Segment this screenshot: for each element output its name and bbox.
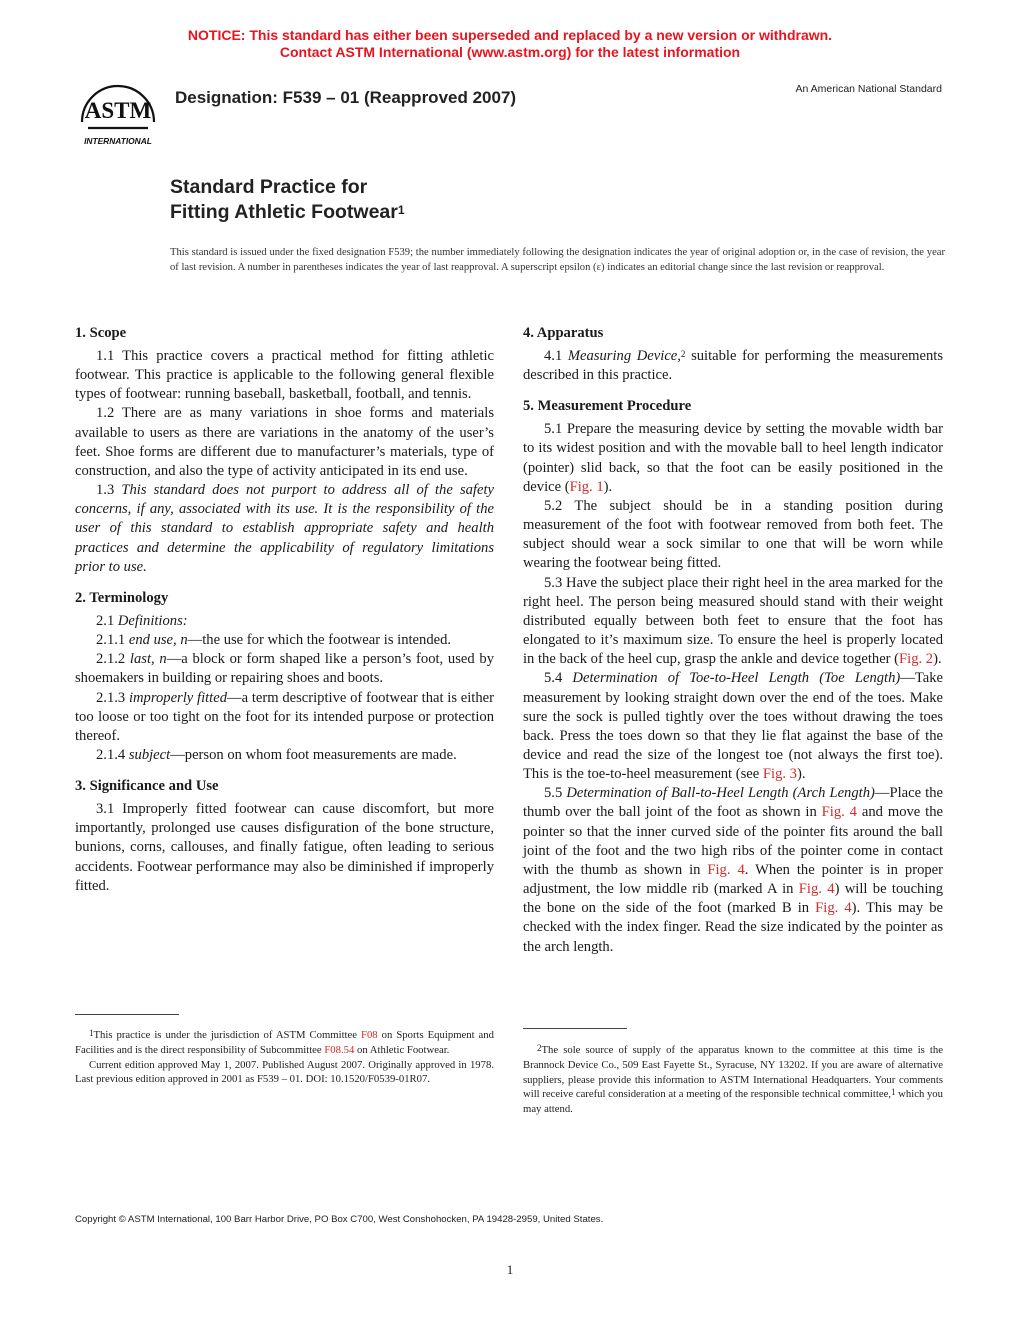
footnote-rule-right <box>523 1028 627 1029</box>
committee-f08-link[interactable]: F08 <box>361 1029 378 1041</box>
superseded-notice <box>0 27 1020 61</box>
fig-2-link[interactable]: Fig. 2 <box>899 651 934 668</box>
term-last: 2.1.2 last, n—a block or form shaped like a person’s foot, used by shoemakers in building or repairing shoes and boots. <box>75 651 494 687</box>
title-footnote-mark: 1 <box>397 203 405 217</box>
fig-4-link[interactable]: Fig. 4 <box>815 900 852 917</box>
subcommittee-f08-54-link[interactable]: F08.54 <box>324 1043 355 1056</box>
footnote-1: $^1$This practice is under the jurisdiction of ASTM Committee F08 on Sports Equipment and Facilities and is the direct responsibility of Subcommittee F08.54 on Athletic Footwear. Current edition approved May 1, 2007. Published August 2007. Originally approved in 1978. Last previous edition approved in 2001 as F539 – 01. DOI: 10.1520/F0539-01R07. <box>75 1028 494 1086</box>
section-heading-significance: 3. Significance and Use <box>75 778 219 795</box>
footnote-1-edition: Current edition approved May 1, 2007. Published August 2007. Originally approved in 1978. Last previous edition approved in 2001 as F539 – 01. DOI: 10.1520/F0539-01R07. <box>75 1058 494 1086</box>
notice-line-2: Contact ASTM International (www.astm.org) for the latest information <box>279 44 741 60</box>
section-heading-apparatus: 4. Apparatus <box>523 325 604 341</box>
procedure-para-4: 5.4 Determination of Toe-to-Heel Length (Toe Length)—Take measurement by looking straight down over the end of the toes. Make sure the sock is pulled tightly over the toes without drawing the toes back. Press the toes down so that they lie flat against the base of the device and read the size of the longest toe (not always the first toe). This is the toe-to-heel measurement (see Fig. 3). <box>523 670 944 783</box>
apparatus-para-1: 4.1 Measuring Device,$^2$ suitable for performing the measurements described in this practice. <box>523 348 943 384</box>
section-heading-terminology: 2. Terminology <box>75 589 169 606</box>
term-end-use: 2.1.1 end use, n—the use for which the footwear is intended. <box>96 632 452 649</box>
footnote-ref-2: 2 <box>680 349 686 359</box>
right-column <box>523 324 943 957</box>
procedure-para-1: 5.1 Prepare the measuring device by setting the movable width bar to its widest position and with the movable ball to heel length indicator (pointer) slid back, so that the foot can be easily positioned in the device (Fig. 1). <box>523 421 943 495</box>
national-standard-label: An American National Standard <box>795 83 942 95</box>
procedure-para-5: 5.5 Determination of Ball-to-Heel Length (Arch Length)—Place the thumb over the ball joint of the foot as shown in Fig. 4 and move the pointer so that the inner curved side of the pointer fits around the ball joint of the foot and the two high ribs of the pointer come in contact with the thumb as shown in Fig. 4. When the pointer is in proper adjustment, the low middle rib (marked A in Fig. 4) will be touching the bone on the side of the foot (marked B in Fig. 4). This may be checked with the index finger. Read the size indicated by the pointer as the arch length. <box>523 785 943 955</box>
issuance-note: This standard is issued under the fixed designation F539; the number immediately following the designation indicates the year of original adoption or, in the case of revision, the year of last revision. A number in parentheses indicates the year of last reapproval. A superscript epsilon (ε) indicates an editorial change since the last revision or reapproval. <box>170 247 945 273</box>
procedure-para-2: 5.2 The subject should be in a standing position during measurement of the foot with footwear removed from both feet. The subject should wear a sock similar to one that will be worn while wearing the footwear being fitted. <box>523 497 943 572</box>
term-improperly-fitted: 2.1.3 improperly fitted—a term descriptive of footwear that is either too loose or too tight on the foot for its intended purpose or protection thereof. <box>75 689 494 744</box>
logo-subtext: INTERNATIONAL <box>84 136 152 146</box>
section-heading-scope: 1. Scope <box>75 325 127 341</box>
astm-logo <box>76 78 160 150</box>
footnote-2: $^2$The sole source of supply of the apparatus known to the committee at this time is the Brannock Device Co., 509 East Fayette St., Syracuse, NY 13202. If you are aware of alternative suppliers, please provide this information to ASTM International Headquarters. Your comments will receive careful consideration at a meeting of the responsible technical committee,$^1$ which you may attend. <box>523 1043 943 1116</box>
fig-3-link[interactable]: Fig. 3 <box>762 766 797 783</box>
notice-line-1: NOTICE: This standard has either been superseded and replaced by a new version or withdrawn. <box>187 27 833 43</box>
procedure-para-3: 5.3 Have the subject place their right heel in the area marked for the right heel. The person being measured should stand with their weight distributed equally between both feet to ensure that the foot has elongated to it’s maximum size. To ensure the heel is properly located in the back of the heel cup, grasp the ankle and device together (Fig. 2). <box>523 574 943 668</box>
section-heading-procedure: 5. Measurement Procedure <box>523 398 692 415</box>
title-line-1: Standard Practice for <box>170 176 368 198</box>
scope-para-1: 1.1 This practice covers a practical method for fitting athletic footwear. This practice is applicable to the following general flexible types of footwear: running baseball, basketball, football, and tennis. <box>75 348 494 403</box>
fig-4-link[interactable]: Fig. 4 <box>707 861 745 878</box>
scope-para-2: 1.2 There are as many variations in shoe forms and materials available to users as there are variations in the anatomy of the user’s feet. Shoe forms are different due to manufacturer’s materials, type of construction, and also the type of activity anticipated in its end use. <box>75 405 494 479</box>
definitions-label: 2.1 Definitions: <box>96 612 188 629</box>
left-column <box>75 324 494 896</box>
designation: Designation: F539 – 01 (Reapproved 2007) <box>175 88 517 107</box>
fig-4-link[interactable]: Fig. 4 <box>821 804 857 821</box>
footnote-rule-left <box>75 1014 179 1015</box>
scope-para-3: 1.3 This standard does not purport to address all of the safety concerns, if any, associated with its use. It is the responsibility of the user of this standard to establish appropriate safety and health practices and determine the applicability of regulatory limitations prior to use. <box>75 482 494 575</box>
significance-para-1: 3.1 Improperly fitted footwear can cause discomfort, but more importantly, prolonged use causes disfiguration of the bone structure, bunions, corns, callouses, and finally fatigue, often leading to serious accidents. Footwear performance may also be diminished if improperly fitted. <box>75 801 494 894</box>
logo-text: ASTM <box>84 98 152 123</box>
fig-1-link[interactable]: Fig. 1 <box>569 478 604 495</box>
title-line-2: Fitting Athletic Footwear$^1$ <box>170 201 405 223</box>
page-number: 1 <box>506 1262 514 1277</box>
fig-4-link[interactable]: Fig. 4 <box>798 881 835 898</box>
term-subject: 2.1.4 subject—person on whom foot measurements are made. <box>96 746 457 763</box>
copyright-line: Copyright © ASTM International, 100 Barr Harbor Drive, PO Box C700, West Conshohocken, PA 19428-2959, United States. <box>75 1214 604 1225</box>
document-title <box>170 175 405 225</box>
